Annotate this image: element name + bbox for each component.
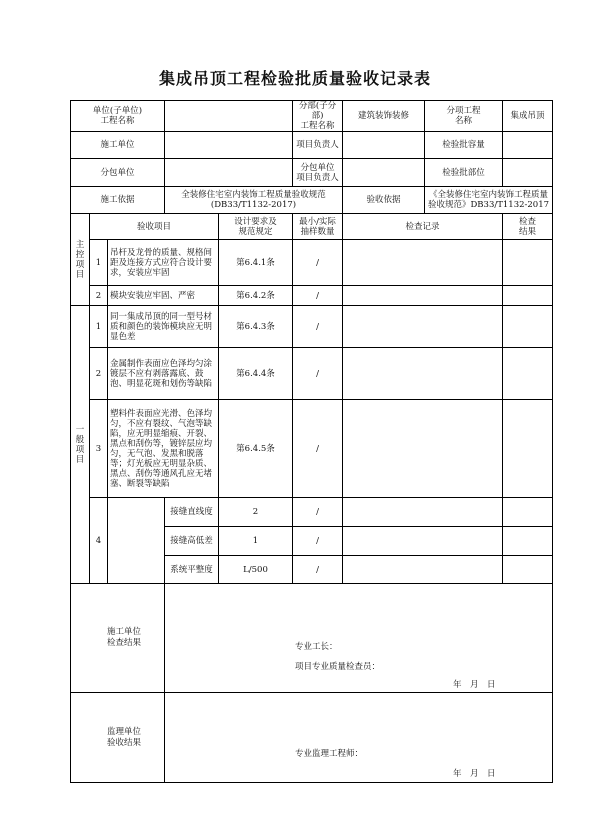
general-row-4b-result[interactable] (503, 527, 553, 556)
general-row-4-blank (108, 498, 165, 584)
acceptance-basis-label: 验收依据 (343, 187, 425, 214)
main-row-1-sample: / (293, 240, 343, 286)
supervision-check-label: 监理单位 验收结果 (71, 693, 165, 783)
acceptance-basis-value: 《全装修住宅室内装饰工程质量验收规范》DB33/T1132-2017 (425, 187, 553, 214)
column-sample-header: 最小/实际 抽样数量 (293, 214, 343, 240)
subcontract-lead-value[interactable] (343, 159, 425, 187)
main-row-2-sample: / (293, 286, 343, 306)
supervision-date-label: 年 月 日 (453, 769, 496, 779)
general-row-1-record[interactable] (343, 306, 503, 348)
main-row-1-item: 吊杆及龙骨的质量、规格间距及连接方式应符合设计要求，安装应牢固 (108, 240, 219, 286)
general-row-4b-item: 接缝高低差 (165, 527, 219, 556)
general-row-4c-record[interactable] (343, 556, 503, 584)
inspection-record-table (70, 100, 553, 783)
general-row-4a-sample: / (293, 498, 343, 527)
general-row-1-result[interactable] (503, 306, 553, 348)
batch-capacity-value[interactable] (503, 132, 553, 159)
construction-unit-label: 施工单位 (71, 132, 165, 159)
general-label: 一般项目 (71, 306, 90, 584)
general-row-4a-design: 2 (219, 498, 293, 527)
general-row-4c-design: L/500 (219, 556, 293, 584)
unit-project-value[interactable] (165, 101, 293, 132)
general-row-2-design: 第6.4.4条 (219, 348, 293, 400)
general-row-4c-sample: / (293, 556, 343, 584)
general-row-4a-record[interactable] (343, 498, 503, 527)
project-lead-label: 项目负责人 (293, 132, 343, 159)
general-row-1-design: 第6.4.3条 (219, 306, 293, 348)
sub-item-label: 分项工程 名称 (425, 101, 503, 132)
general-row-4b-design: 1 (219, 527, 293, 556)
main-row-2-item: 模块安装应牢固、严密 (108, 286, 219, 306)
construction-check-label: 施工单位 检查结果 (71, 584, 165, 693)
general-row-3-result[interactable] (503, 400, 553, 498)
main-row-2-no: 2 (90, 286, 108, 306)
construction-basis-value: 全装修住宅室内装饰工程质量验收规范 (DB33/T1132-2017) (165, 187, 343, 214)
general-row-2-no: 2 (90, 348, 108, 400)
sub-item-value[interactable]: 集成吊顶 (503, 101, 553, 132)
general-row-4b-sample: / (293, 527, 343, 556)
general-row-4a-result[interactable] (503, 498, 553, 527)
project-lead-value[interactable] (343, 132, 425, 159)
subcontract-unit-value[interactable] (165, 159, 293, 187)
general-row-4b-record[interactable] (343, 527, 503, 556)
batch-location-value[interactable] (503, 159, 553, 187)
general-row-3-design: 第6.4.5条 (219, 400, 293, 498)
general-row-4a-item: 接缝直线度 (165, 498, 219, 527)
main-row-1-no: 1 (90, 240, 108, 286)
column-design-header: 设计要求及 规范规定 (219, 214, 293, 240)
main-row-2-record[interactable] (343, 286, 503, 306)
division-value[interactable]: 建筑装饰装修 (343, 101, 425, 132)
division-label: 分部(子分部) 工程名称 (293, 101, 343, 132)
general-row-2-result[interactable] (503, 348, 553, 400)
general-row-1-sample: / (293, 306, 343, 348)
subcontract-lead-label: 分包单位 项目负责人 (293, 159, 343, 187)
main-row-1-record[interactable] (343, 240, 503, 286)
general-row-3-sample: / (293, 400, 343, 498)
construction-unit-value[interactable] (165, 132, 293, 159)
construction-check-area[interactable] (165, 584, 553, 693)
batch-location-label: 检验批部位 (425, 159, 503, 187)
general-row-2-record[interactable] (343, 348, 503, 400)
construction-basis-label: 施工依据 (71, 187, 165, 214)
column-result-header: 检查 结果 (503, 214, 553, 240)
general-row-2-sample: / (293, 348, 343, 400)
main-row-1-design: 第6.4.1条 (219, 240, 293, 286)
page-title: 集成吊顶工程检验批质量验收记录表 (158, 69, 431, 88)
general-row-1-item: 同一集成吊顶的同一型号材质和颜色的装饰模块应无明显色差 (108, 306, 219, 348)
general-row-3-item: 塑料件表面应光滑、色泽均匀，不应有裂纹、气泡等缺陷，应无明显缩痕、开裂、黑点和刮伤等，镀锌层应均匀，无气泡、发黑和脱落等；灯光板应无明显杂质、黑点、刮伤等通风孔应无堵塞、断裂等缺陷 (108, 400, 219, 498)
subcontract-unit-label: 分包单位 (71, 159, 165, 187)
supervision-check-area[interactable] (165, 693, 553, 783)
general-row-3-record[interactable] (343, 400, 503, 498)
general-row-1-no: 1 (90, 306, 108, 348)
unit-project-label: 单位(子单位) 工程名称 (71, 101, 165, 132)
main-row-2-result[interactable] (503, 286, 553, 306)
main-row-2-design: 第6.4.2条 (219, 286, 293, 306)
column-item-header: 验收项目 (90, 214, 219, 240)
quality-inspector-label: 项目专业质量检查员： (295, 662, 381, 672)
supervision-engineer-label: 专业监理工程师： (295, 749, 364, 759)
main-row-1-result[interactable] (503, 240, 553, 286)
general-row-4-no: 4 (90, 498, 108, 584)
general-row-3-no: 3 (90, 400, 108, 498)
general-row-2-item: 金属制作表面应色泽均匀涂镀层不应有剥落露底、鼓泡、明显花斑和划伤等缺陷 (108, 348, 219, 400)
main-control-label: 主控项目 (71, 214, 90, 306)
general-row-4c-item: 系统平整度 (165, 556, 219, 584)
foreman-label: 专业工长： (295, 642, 338, 652)
general-row-4c-result[interactable] (503, 556, 553, 584)
construction-date-label: 年 月 日 (453, 680, 496, 690)
column-record-header: 检查记录 (343, 214, 503, 240)
batch-capacity-label: 检验批容量 (425, 132, 503, 159)
